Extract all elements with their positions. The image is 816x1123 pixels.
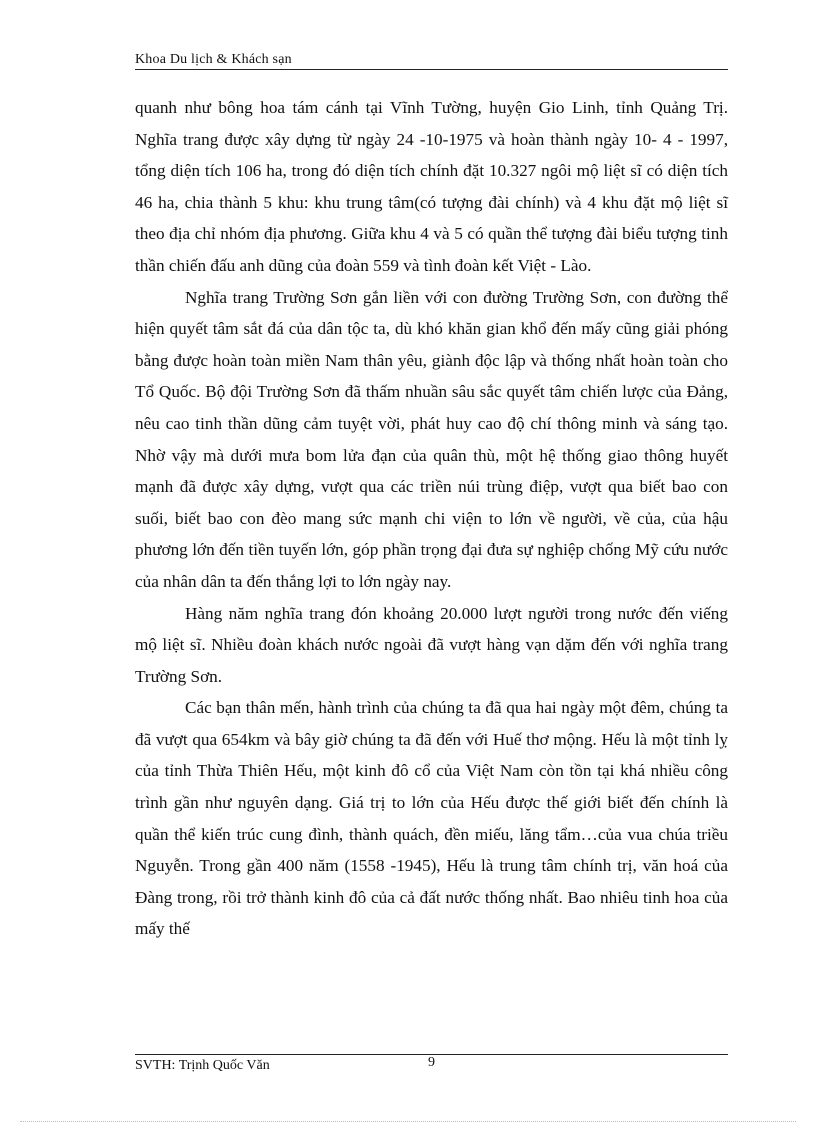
page-number: 9 bbox=[428, 1055, 435, 1070]
header-divider bbox=[135, 69, 728, 70]
paragraph: Nghĩa trang Trường Sơn gắn liền với con đường Trường Sơn, con đường thể hiện quyết tâm sắt đá của dân tộc ta, dù khó khăn gian khổ đến mấy cũng giải phóng bằng được hoàn toàn miền Nam thân yêu, giành độc lập và thống nhất hoàn toàn cho Tổ Quốc. Bộ đội Trường Sơn đã thấm nhuần sâu sắc quyết tâm chiến lược của Đảng, nêu cao tinh thần dũng cảm tuyệt vời, phát huy cao độ chí thông minh và sáng tạo. Nhờ vậy mà dưới mưa bom lửa đạn của quân thù, một hệ thống giao thông huyết mạnh đã được xây dựng, vượt qua các triền núi trùng điệp, vượt qua biết bao con suối, biết bao con đèo mang sức mạnh chi viện to lớn về người, về của, của hậu phương lớn đến tiền tuyến lớn, góp phần trọng đại đưa sự nghiệp chống Mỹ cứu nước của nhân dân ta đến thắng lợi to lớn ngày nay. bbox=[135, 287, 728, 591]
paragraph: Hàng năm nghĩa trang đón khoảng 20.000 lượt người trong nước đến viếng mộ liệt sĩ. Nhiều đoàn khách nước ngoài đã vượt hàng vạn dặm đến với nghĩa trang Trường Sơn. bbox=[135, 603, 728, 686]
paragraph: Các bạn thân mến, hành trình của chúng ta đã qua hai ngày một đêm, chúng ta đã vượt qua 654km và bây giờ chúng ta đã đến với Huế thơ mộng. Hếu là một tỉnh lỵ của tỉnh Thừa Thiên Hếu, một kinh đô cổ của Việt Nam còn tồn tại khá nhiều công trình gần như nguyên dạng. Giá trị to lớn của Hếu được thế giới biết đến chính là quần thể kiến trúc cung đình, thành quách, đền miếu, lăng tẩm…của vua chúa triều Nguyễn. Trong gần 400 năm (1558 -1945), Hếu là trung tâm chính trị, văn hoá của Đàng trong, rồi trở thành kinh đô của cả đất nước thống nhất. Bao nhiêu tinh hoa của mấy thế bbox=[135, 698, 728, 939]
page-bottom-edge bbox=[20, 1121, 796, 1122]
document-body bbox=[135, 92, 728, 945]
footer-author: SVTH: Trịnh Quốc Văn bbox=[135, 1058, 270, 1073]
header-title: Khoa Du lịch & Khách sạn bbox=[135, 52, 292, 67]
paragraph: quanh như bông hoa tám cánh tại Vĩnh Tường, huyện Gio Linh, tỉnh Quảng Trị. Nghĩa trang được xây dựng từ ngày 24 -10-1975 và hoàn thành ngày 10- 4 - 1997, tổng diện tích 106 ha, trong đó diện tích chính đặt 10.327 ngôi mộ liệt sĩ có diện tích 46 ha, chia thành 5 khu: khu trung tâm(có tượng đài chính) và 4 khu đặt mộ liệt sĩ theo địa chỉ nhóm địa phương. Giữa khu 4 và 5 có quần thể tượng đài biểu tượng tinh thần chiến đấu anh dũng của đoàn 559 và tình đoàn kết Việt - Lào. bbox=[135, 98, 728, 275]
page-header bbox=[135, 50, 728, 70]
